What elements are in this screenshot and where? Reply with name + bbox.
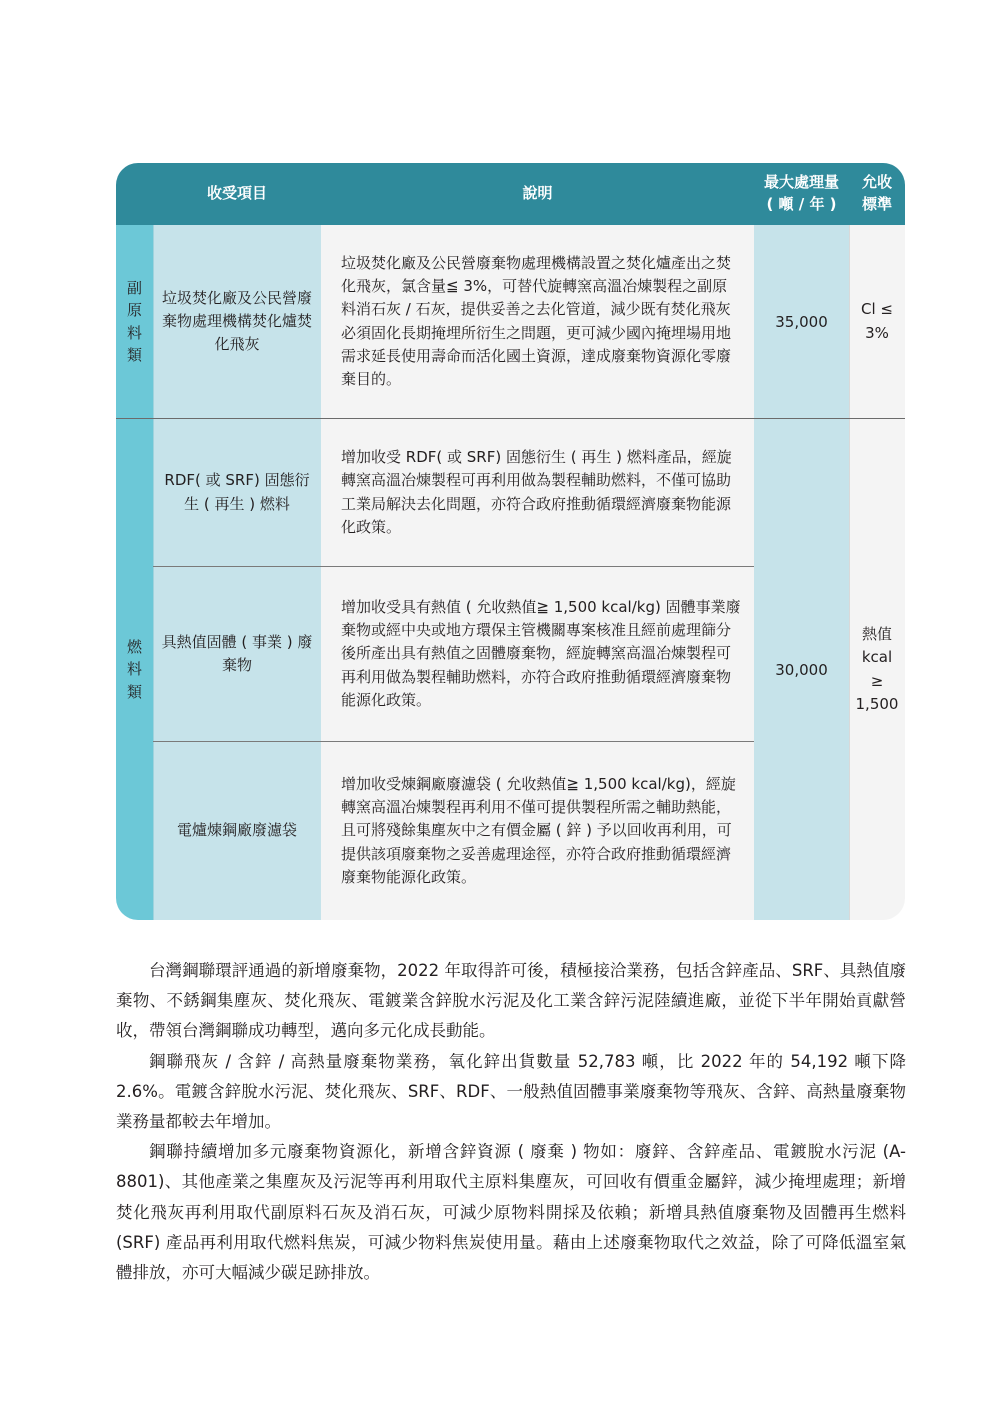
table-row-description: 增加收受具有熱值 ( 允收熱值≧ 1,500 kcal/kg) 固體事業廢棄物或經中央或地方環保主管機關專案核准且經前處理篩分後所產出具有熱值之固體廢棄物，經旋轉窯高溫冶煉製程可再利用做為製程輔助燃料，亦符合政府推動循環經濟廢棄物能源化政策。 (341, 597, 741, 709)
paragraph: 台灣鋼聯環評通過的新增廢棄物，2022 年取得許可後，積極接洽業務，包括含鋅產品、SRF、具熱值廢棄物、不銹鋼集塵灰、焚化飛灰、電鍍業含鋅脫水污泥及化工業含鋅污泥陸續進廠，並從下半年開始貢獻營收，帶領台灣鋼聯成功轉型，邁向多元化成長動能。 (116, 961, 906, 1041)
paragraph: 鋼聯持續增加多元廢棄物資源化，新增含鋅資源 ( 廢棄 ) 物如：廢鋅、含鋅產品、電鍍脫水污泥 (A-8801)、其他產業之集塵灰及污泥等再利用取代主原料集塵灰，可回收有價重金屬鋅，減少掩埋處理；新增焚化飛灰再利用取代副原料石灰及消石灰，可減少原物料開採及依賴；新增具熱值廢棄物及固體再生燃料 (SRF) 產品再利用取代燃料焦炭，可減少物料焦炭使用量。藉由上述廢棄物取代之效益，除了可降低溫室氣體排放，亦可大幅減少碳足跡排放。 (116, 1142, 906, 1283)
table-row-standard: Cl ≤ 3% (861, 300, 893, 342)
category-fuel: 燃料類 (126, 637, 142, 701)
header-max-amount-line1: 最大處理量 (763, 173, 839, 192)
header-max-amount (744, 163, 859, 225)
table-row-item: 電爐煉鋼廠廢濾袋 (176, 821, 297, 840)
table-row-amount: 35,000 (775, 312, 828, 331)
table-row-item: 垃圾焚化廠及公民營廢棄物處理機構焚化爐焚化飛灰 (161, 288, 312, 354)
table-row-description: 增加收受煉鋼廠廢濾袋 ( 允收熱值≧ 1,500 kcal/kg)，經旋轉窯高溫冶煉製程再利用不僅可提供製程所需之輔助熱能，且可將殘餘集塵灰中之有價金屬 ( 鋅 ) 予以回收再利用，可提供該項廢棄物之妥善處理途徑，亦符合政府推動循環經濟廢棄物能源化政策。 (341, 774, 736, 886)
category-aux-material: 副原料類 (126, 278, 142, 364)
paragraph: 鋼聯飛灰 / 含鋅 / 高熱量廢棄物業務，氧化鋅出貨數量 52,783 噸，比 2022 年的 54,192 噸下降 2.6%。電鍍含鋅脫水污泥、焚化飛灰、SRF、RDF、一般熱值固體事業廢棄物等飛灰、含鋅、高熱量廢棄物業務量都較去年增加。 (116, 1051, 906, 1132)
fuel-max-amount: 30,000 (775, 660, 828, 679)
table-row-item: RDF( 或 SRF) 固態衍生 ( 再生 ) 燃料 (164, 471, 310, 513)
header-description: 說明 (522, 184, 553, 203)
header-max-amount-line2: ( 噸 / 年 ) (766, 195, 837, 213)
table-header (116, 163, 905, 225)
table-row-description: 垃圾焚化廠及公民營廢棄物處理機構設置之焚化爐產出之焚化飛灰，氯含量≦ 3%，可替代旋轉窯高溫冶煉製程之副原料消石灰 / 石灰，提供妥善之去化管道，減少既有焚化飛灰必須固化長期掩埋所衍生之問題，更可減少國內掩埋場用地需求延長使用壽命而活化國土資源，達成廢棄物資源化零廢棄目的。 (341, 253, 732, 388)
table-row-item: 具熱值固體 ( 事業 ) 廢棄物 (161, 632, 313, 674)
waste-acceptance-table (116, 163, 905, 920)
body-text (116, 956, 906, 1288)
header-standard-line2: 標準 (861, 195, 892, 213)
header-standard (849, 163, 905, 225)
fuel-standard-line: ≥ (870, 671, 884, 690)
fuel-standard-line: 1,500 (855, 694, 899, 713)
table-row-description: 增加收受 RDF( 或 SRF) 固態衍生 ( 再生 ) 燃料產品，經旋轉窯高溫冶煉製程可再利用做為製程輔助燃料，不僅可協助工業局解決去化問題，亦符合政府推動循環經濟廢棄物能源化政策。 (341, 448, 732, 536)
fuel-standard-line: 熱值 (861, 625, 892, 643)
fuel-standard-line: kcal (861, 648, 893, 667)
fuel-standard (849, 419, 905, 920)
header-standard-line1: 允收 (861, 173, 892, 192)
header-item: 收受項目 (206, 184, 267, 203)
